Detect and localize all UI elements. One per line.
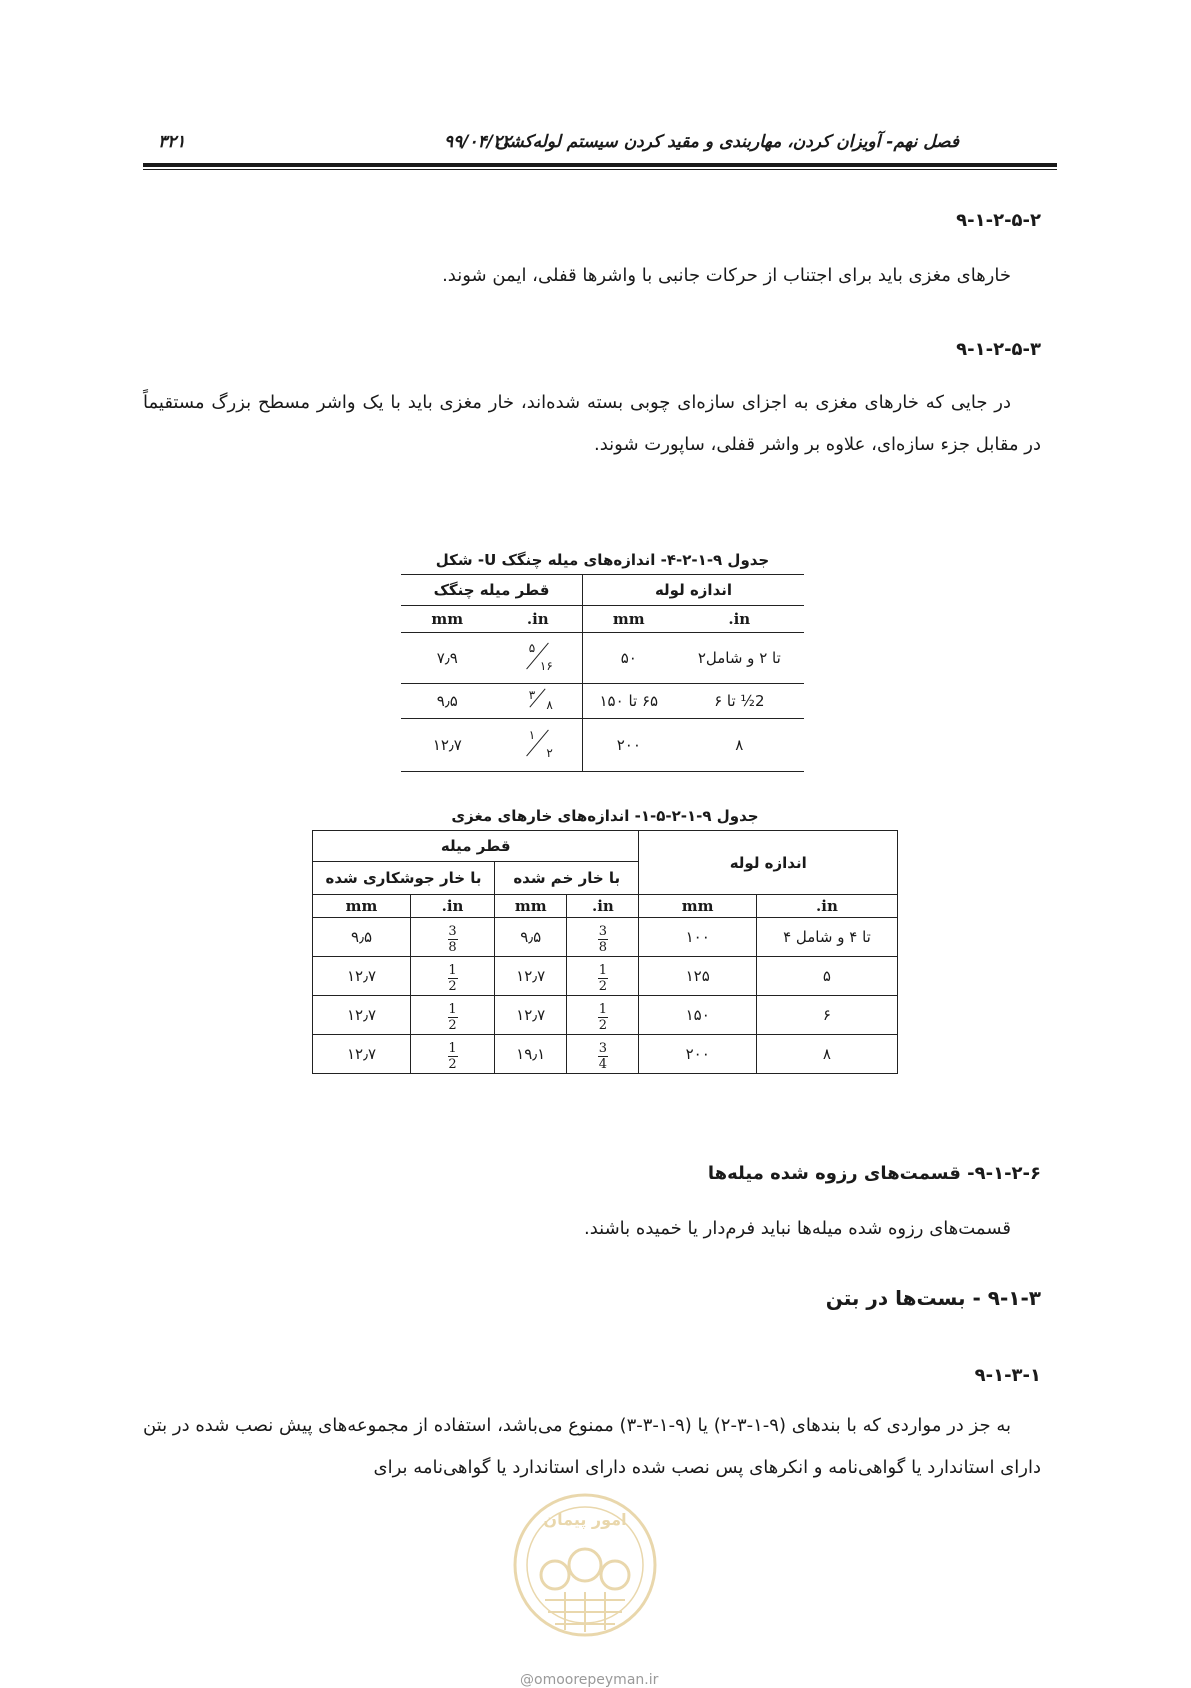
- bent-mm: ۱۲٫۷: [495, 957, 567, 996]
- header-welded-insert: با خار جوشکاری شده: [313, 862, 495, 895]
- header-rod-diameter: قطر میله: [313, 831, 639, 862]
- pipe-mm: ۱۰۰: [639, 918, 756, 957]
- paragraph: خارهای مغزی باید برای اجتناب از حرکات جانبی با واشرها قفلی، ایمن شوند.: [442, 265, 1011, 286]
- weld-mm: ۱۲٫۷: [313, 996, 411, 1035]
- weld-in: $\frac{1}{2}$: [411, 957, 495, 996]
- pipe-in: ۸: [675, 719, 804, 772]
- page-number: ۳۲۱: [158, 132, 186, 152]
- pipe-in: ۵: [756, 957, 897, 996]
- unit-mm: mm: [582, 606, 674, 633]
- header-pipe-size: اندازه لوله: [639, 831, 898, 895]
- paragraph: در جایی که خارهای مغزی به اجزای سازه‌ای چوبی بسته شده‌اند، خار مغزی باید با یک واشر مسطح بزرگ مستقیماً در مقابل جزء سازه‌ای، علاوه بر واشر قفلی، ساپورت شوند.: [143, 392, 1041, 455]
- pipe-in: 2½ تا ۶: [675, 684, 804, 719]
- pipe-mm: ۱۲۵: [639, 957, 756, 996]
- weld-mm: ۹٫۵: [313, 918, 411, 957]
- pipe-mm: ۲۰۰: [639, 1035, 756, 1074]
- rod-in: ۵ ۱۶: [494, 633, 583, 684]
- table-row: [313, 1035, 898, 1074]
- unit-in: in.: [411, 895, 495, 918]
- bent-mm: ۹٫۵: [495, 918, 567, 957]
- table-caption: جدول ۹-۱-۲-۵-۱- اندازه‌های خارهای مغزی: [451, 807, 759, 825]
- unit-in: in.: [567, 895, 639, 918]
- weld-in: $\frac{1}{2}$: [411, 1035, 495, 1074]
- pipe-mm: ۲۰۰: [582, 719, 674, 772]
- unit-in: in.: [494, 606, 583, 633]
- rod-in: ۱ ۲: [494, 719, 583, 772]
- unit-mm: mm: [313, 895, 411, 918]
- header-title: فصل نهم- آویزان کردن، مهاربندی و مقید کردن سیستم لوله‌کشی: [495, 132, 959, 152]
- header-rule: [143, 163, 1057, 167]
- table-row: [313, 957, 898, 996]
- table-row: [401, 684, 804, 719]
- rod-mm: ۱۲٫۷: [401, 719, 494, 772]
- seal-watermark: [510, 1470, 660, 1650]
- u-bolt-rod-table: [401, 574, 804, 772]
- header-rule-thin: [143, 169, 1057, 170]
- section-number: ۹-۱-۳-۱: [974, 1365, 1041, 1386]
- weld-mm: ۱۲٫۷: [313, 1035, 411, 1074]
- table-row: [313, 996, 898, 1035]
- header-pipe-size: اندازه لوله: [582, 575, 804, 606]
- bent-mm: ۱۹٫۱: [495, 1035, 567, 1074]
- pipe-mm: ۶۵ تا ۱۵۰: [582, 684, 674, 719]
- rod-mm: ۷٫۹: [401, 633, 494, 684]
- section-number: ۹-۱-۲-۵-۳: [956, 339, 1041, 360]
- section-heading: ۹-۱-۲-۶- قسمت‌های رزوه شده میله‌ها: [707, 1163, 1041, 1184]
- weld-mm: ۱۲٫۷: [313, 957, 411, 996]
- concrete-insert-table: [312, 830, 898, 1074]
- watermark-url: @omoorepeyman.ir: [520, 1672, 659, 1688]
- rod-mm: ۹٫۵: [401, 684, 494, 719]
- bent-mm: ۱۲٫۷: [495, 996, 567, 1035]
- unit-mm: mm: [401, 606, 494, 633]
- unit-in: in.: [675, 606, 804, 633]
- header-rod-diameter: قطر میله چنگک: [401, 575, 582, 606]
- section-heading: ۹-۱-۳ - بست‌ها در بتن: [825, 1286, 1041, 1310]
- header-date: ۹۹/۰۴/۲۲: [444, 132, 512, 152]
- weld-in: $\frac{1}{2}$: [411, 996, 495, 1035]
- unit-mm: mm: [495, 895, 567, 918]
- section-number: ۹-۱-۲-۵-۲: [956, 210, 1041, 231]
- pipe-in: تا ۴ و شامل ۴: [756, 918, 897, 957]
- table-caption: جدول ۹-۱-۲-۴- اندازه‌های میله چنگک U- شکل: [435, 551, 770, 569]
- paragraph: به جز در مواردی که با بندهای (۹-۱-۳-۲) یا (۹-۱-۳-۳) ممنوع می‌باشد، استفاده از مجموعه‌های پیش نصب شده در بتن دارای استاندارد یا گواهی‌نامه و انکرهای پس نصب شده دارای استاندارد یا گواهی‌نامه برای: [143, 1415, 1041, 1478]
- table-row: [401, 633, 804, 684]
- weld-in: $\frac{3}{8}$: [411, 918, 495, 957]
- rod-in: ۳ ۸: [494, 684, 583, 719]
- table-row: [313, 918, 898, 957]
- pipe-in: ۸: [756, 1035, 897, 1074]
- bent-in: $\frac{1}{2}$: [567, 996, 639, 1035]
- header-bent-insert: با خار خم شده: [495, 862, 639, 895]
- unit-in: in.: [756, 895, 897, 918]
- table-row: [401, 719, 804, 772]
- pipe-mm: ۵۰: [582, 633, 674, 684]
- bent-in: $\frac{3}{8}$: [567, 918, 639, 957]
- pipe-in: ۶: [756, 996, 897, 1035]
- pipe-mm: ۱۵۰: [639, 996, 756, 1035]
- bent-in: $\frac{3}{4}$: [567, 1035, 639, 1074]
- paragraph: قسمت‌های رزوه شده میله‌ها نباید فرم‌دار یا خمیده باشند.: [584, 1218, 1011, 1239]
- svg-text:امور پیمان: امور پیمان: [543, 1510, 627, 1529]
- bent-in: $\frac{1}{2}$: [567, 957, 639, 996]
- pipe-in: تا ۲ و شامل۲: [675, 633, 804, 684]
- unit-mm: mm: [639, 895, 756, 918]
